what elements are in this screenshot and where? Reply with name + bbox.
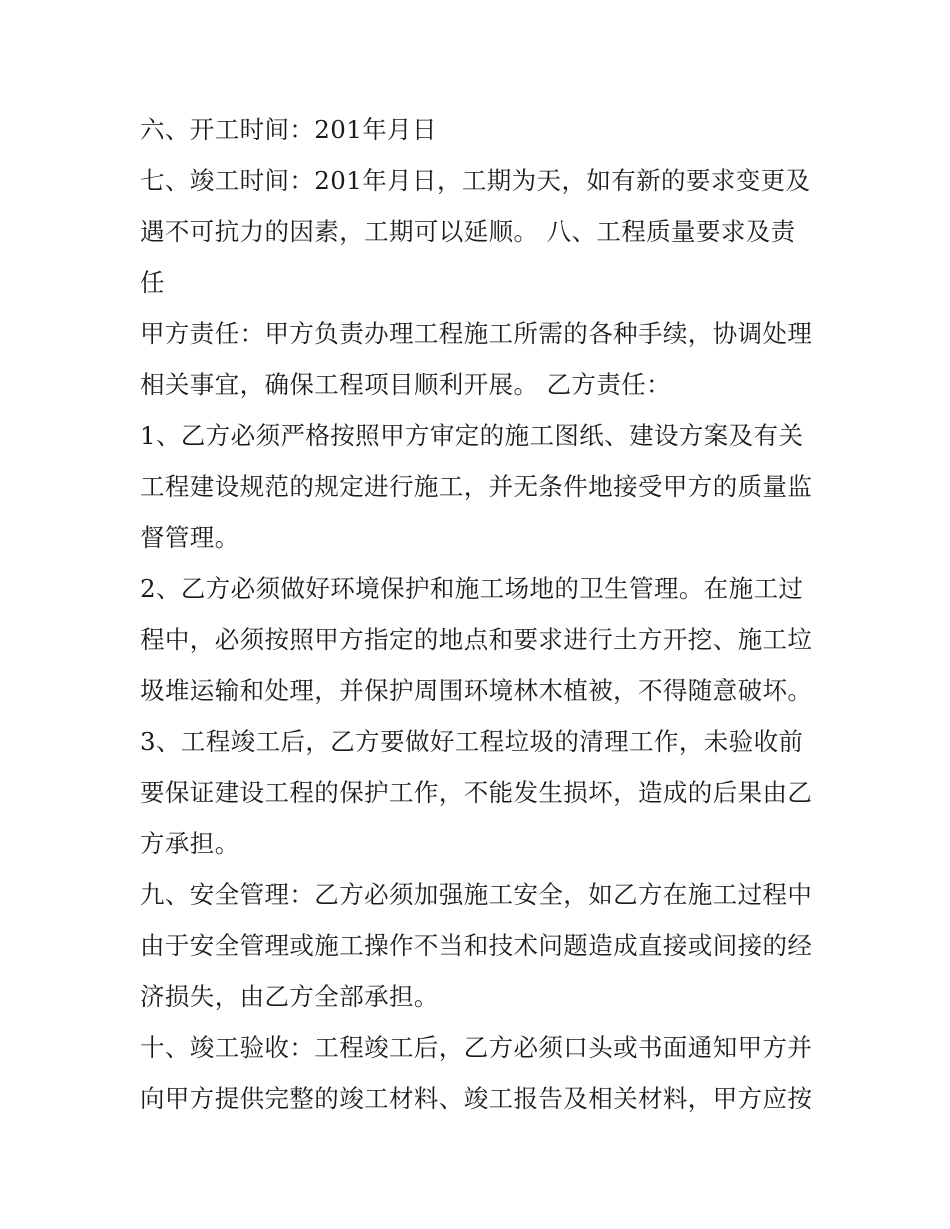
- text-line: 遇不可抗力的因素，工期可以延顺。 八、工程质量要求及责: [140, 217, 796, 246]
- text-line: 督管理。: [140, 523, 240, 552]
- text-line: 任: [140, 268, 165, 297]
- text-line: 方承担。: [140, 829, 240, 858]
- text-line: 六、开工时间：201年月日: [140, 115, 437, 144]
- text-line: 由于安全管理或施工操作不当和技术问题造成直接或间接的经: [140, 931, 813, 960]
- text-line: 七、竣工时间：201年月日，工期为天，如有新的要求变更及: [140, 166, 811, 195]
- text-line: 工程建设规范的规定进行施工，并无条件地接受甲方的质量监: [140, 472, 813, 501]
- text-line: 九、安全管理：乙方必须加强施工安全，如乙方在施工过程中: [140, 880, 813, 909]
- text-line: 3、工程竣工后，乙方要做好工程垃圾的清理工作，未验收前: [140, 727, 804, 756]
- text-line: 相关事宜，确保工程项目顺利开展。 乙方责任：: [140, 370, 672, 399]
- document-body: [140, 104, 812, 1124]
- text-line: 向甲方提供完整的竣工材料、竣工报告及相关材料，甲方应按: [140, 1084, 813, 1113]
- text-line: 济损失，由乙方全部承担。: [140, 982, 439, 1011]
- text-line: 甲方责任：甲方负责办理工程施工所需的各种手续，协调处理: [140, 319, 813, 348]
- text-line: 圾堆运输和处理，并保护周围环境林木植被，不得随意破坏。: [140, 676, 813, 705]
- text-line: 要保证建设工程的保护工作，不能发生损坏，造成的后果由乙: [140, 778, 813, 807]
- text-line: 1、乙方必须严格按照甲方审定的施工图纸、建设方案及有关: [140, 421, 804, 450]
- text-line: 2、乙方必须做好环境保护和施工场地的卫生管理。在施工过: [140, 574, 804, 603]
- text-line: 十、竣工验收：工程竣工后，乙方必须口头或书面通知甲方并: [140, 1033, 813, 1062]
- text-line: 程中，必须按照甲方指定的地点和要求进行土方开挖、施工垃: [140, 625, 813, 654]
